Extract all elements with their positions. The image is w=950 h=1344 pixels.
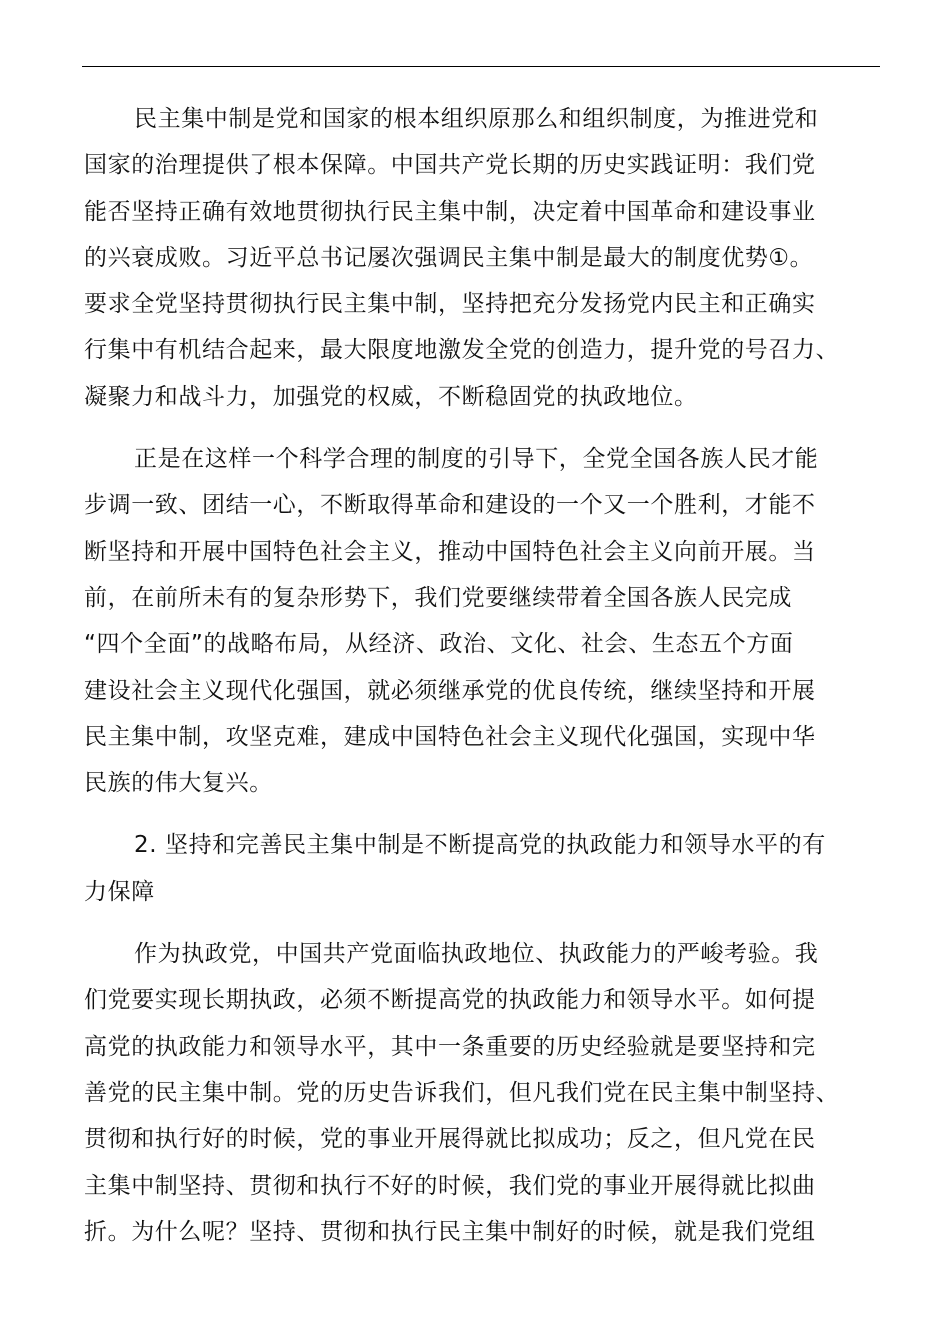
text-line: 前，在前所未有的复杂形势下，我们党要继续带着全国各族人民完成 bbox=[84, 584, 792, 611]
section-heading bbox=[84, 822, 890, 915]
text-line: 主集中制坚持、贯彻和执行不好的时候，我们党的事业开展得就比拟曲 bbox=[84, 1172, 816, 1199]
heading-line: 2. 坚持和完善民主集中制是不断提高党的执政能力和领导水平的有 bbox=[134, 832, 826, 859]
text-line: 作为执政党，中国共产党面临执政地位、执政能力的严峻考验。我 bbox=[134, 941, 819, 968]
header-rule bbox=[82, 66, 880, 67]
paragraph-spacer bbox=[84, 915, 890, 931]
text-line: 善党的民主集中制。党的历史告诉我们，但凡我们党在民主集中制坚持、 bbox=[84, 1079, 840, 1106]
text-line: 折。为什么呢？坚持、贯彻和执行民主集中制好的时候，就是我们党组 bbox=[84, 1218, 816, 1245]
paragraph-3 bbox=[84, 931, 890, 1255]
text-line: 能否坚持正确有效地贯彻执行民主集中制，决定着中国革命和建设事业 bbox=[84, 198, 816, 225]
text-line: 的兴衰成败。习近平总书记屡次强调民主集中制是最大的制度优势①。 bbox=[84, 244, 814, 271]
text-line: 们党要实现长期执政，必须不断提高党的执政能力和领导水平。如何提 bbox=[84, 987, 816, 1014]
paragraph-spacer bbox=[84, 806, 890, 822]
text-line: 正是在这样一个科学合理的制度的引导下，全党全国各族人民才能 bbox=[134, 446, 819, 473]
text-line: 贯彻和执行好的时候，党的事业开展得就比拟成功；反之，但凡党在民 bbox=[84, 1126, 816, 1153]
text-line: “四个全面”的战略布局，从经济、政治、文化、社会、生态五个方面 bbox=[84, 631, 794, 658]
text-line: 国家的治理提供了根本保障。中国共产党长期的历史实践证明：我们党 bbox=[84, 152, 816, 179]
heading-line: 力保障 bbox=[84, 878, 155, 905]
text-line: 凝聚力和战斗力，加强党的权威，不断稳固党的执政地位。 bbox=[84, 383, 698, 410]
paragraph-1 bbox=[84, 96, 890, 420]
text-line: 行集中有机结合起来，最大限度地激发全党的创造力，提升党的号召力、 bbox=[84, 337, 840, 364]
paragraph-spacer bbox=[84, 420, 890, 436]
paragraph-2 bbox=[84, 436, 890, 806]
text-line: 民主集中制是党和国家的根本组织原那么和组织制度，为推进党和 bbox=[134, 106, 819, 132]
text-line: 建设社会主义现代化强国，就必须继承党的优良传统，继续坚持和开展 bbox=[84, 677, 816, 704]
text-line: 民主集中制，攻坚克难，建成中国特色社会主义现代化强国，实现中华 bbox=[84, 723, 816, 750]
text-line: 断坚持和开展中国特色社会主义，推动中国特色社会主义向前开展。当 bbox=[84, 538, 816, 565]
text-line: 步调一致、团结一心，不断取得革命和建设的一个又一个胜利，才能不 bbox=[84, 492, 816, 519]
document-body bbox=[84, 96, 890, 1255]
text-line: 高党的执政能力和领导水平，其中一条重要的历史经验就是要坚持和完 bbox=[84, 1033, 816, 1060]
text-line: 要求全党坚持贯彻执行民主集中制，坚持把充分发扬党内民主和正确实 bbox=[84, 291, 816, 318]
text-line: 民族的伟大复兴。 bbox=[84, 770, 273, 797]
